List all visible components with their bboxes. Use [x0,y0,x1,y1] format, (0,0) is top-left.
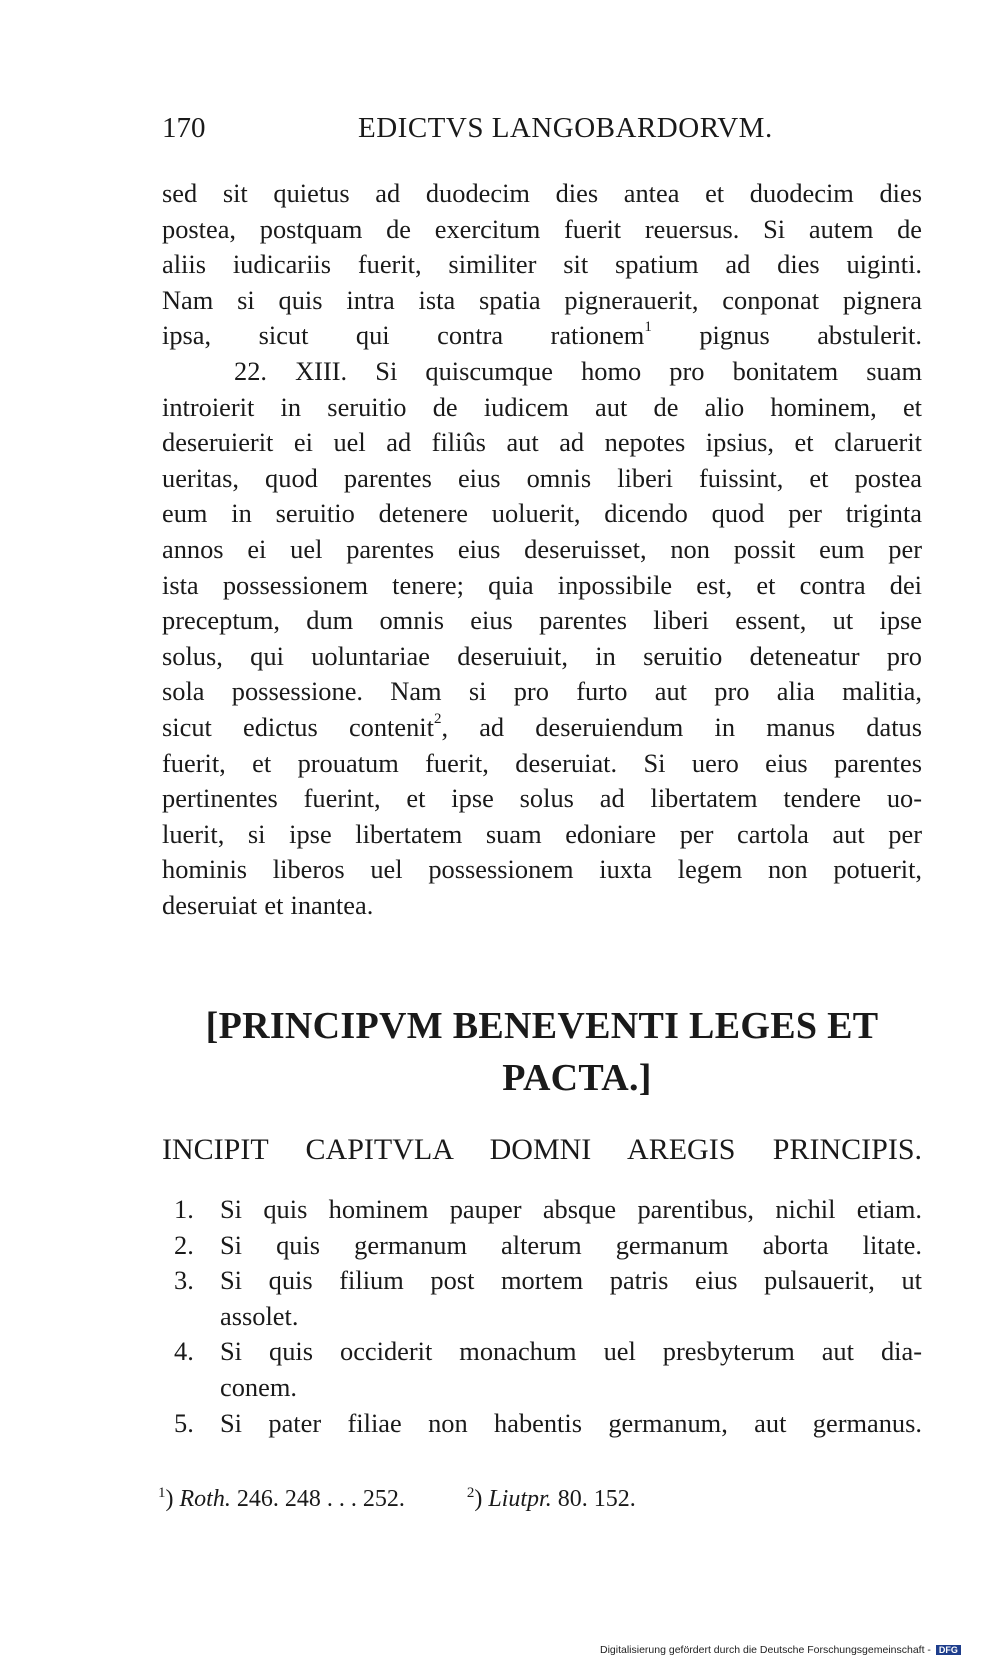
footnote-mark: 1 [158,1485,166,1501]
footnote-mark: 2 [466,1485,475,1501]
paragraph-start-line: 22. XIII. Si quiscumque homo pro bonitatem suam [234,355,922,386]
item-number: 5. [174,1407,194,1438]
list-item [162,1263,922,1334]
list-item [162,1228,922,1264]
text-line: eum in seruitio detenere uoluerit, dicendo quod per triginta [162,498,922,529]
footnote: $^2$) Liutpr. 80. 152. [466,1485,636,1512]
item-text: Si quis germanum alterum germanum aborta litate. [220,1229,922,1260]
footnotes [158,1484,918,1514]
page-number: 170 [162,112,206,144]
scan-credit [600,1644,961,1656]
footnote-marker: 2 [433,710,442,727]
chapter-title: INCIPIT CAPITVLA DOMNI AREGIS PRINCIPIS. [162,1133,922,1166]
text-line: Nam si quis intra ista spatia pignerauerit, conponat pignera [162,284,922,315]
text-line: sola possessione. Nam si pro furto aut pro alia malitia, [162,676,922,707]
running-head [162,112,922,152]
text-line: sed sit quietus ad duodecim dies antea et duodecim dies [162,178,922,208]
item-number: 2. [174,1229,194,1260]
section-title-line: [PRINCIPVM BENEVENTI LEGES ET [205,1005,879,1047]
text-line: hominis liberos uel possessionem iuxta legem non potuerit, [162,854,922,885]
item-text-continued: conem. [220,1371,297,1402]
item-text: Si quis filium post mortem patris eius pulsauerit, ut [220,1265,922,1296]
dfg-logo: DFG [936,1645,961,1655]
item-text: Si quis hominem pauper absque parentibus, nichil etiam. [220,1194,922,1224]
list-item [162,1334,922,1405]
item-text-continued: assolet. [220,1300,299,1331]
text-line: solus, qui uoluntariae deseruiuit, in seruitio deteneatur pro [162,640,922,671]
footnote-source: Roth. [179,1486,231,1512]
section-title-line: PACTA.] [502,1057,652,1099]
list-item [162,1406,922,1442]
footnote: $^1$) Roth. 246. 248 . . . 252. [158,1485,405,1512]
item-text: Si quis occiderit monachum uel presbyterum aut dia- [220,1336,922,1367]
item-text: Si pater filiae non habentis germanum, aut germanus. [220,1407,922,1438]
item-number: 1. [174,1194,194,1224]
item-number: 4. [174,1336,194,1367]
text-line: introierit in seruitio de iudicem aut de alio hominem, et [162,391,922,422]
text-line: pertinentes fuerint, et ipse solus ad libertatem tendere uo- [162,783,922,814]
footnote-ref: 80. 152. [551,1486,636,1512]
running-title: EDICTVS LANGOBARDORVM. [358,112,773,144]
text-line: fuerit, et prouatum fuerit, deseruiat. Si uero eius parentes [162,747,922,778]
chapter-list [162,1192,922,1441]
text-line: deseruierit ei uel ad filiûs aut ad nepotes ipsius, et claruerit [162,427,922,458]
footnote-source: Liutpr. [488,1486,552,1512]
text-line: ista possessionem tenere; quia inpossibile est, et contra dei [162,569,922,600]
text-line: aliis iudicariis fuerit, similiter sit spatium ad dies uiginti. [162,249,922,280]
footnote-ref: 246. 248 . . . 252. [230,1486,405,1512]
text-line: postea, postquam de exercitum fuerit reuersus. Si autem de [162,213,922,244]
item-number: 3. [174,1265,194,1296]
text-line: luerit, si ipse libertatem suam edoniare per cartola aut per [162,818,922,849]
credit-text: Digitalisierung gefördert durch die Deutsche Forschungsgemeinschaft - [600,1644,934,1656]
list-item [162,1192,922,1228]
body-text [162,176,922,923]
text-line: annos ei uel parentes eius deseruisset, non possit eum per [162,533,922,564]
section-title [162,1000,922,1104]
text-line: ipsa, sicut qui contra rationem$^1$ pignus abstulerit. [162,319,922,351]
text-line: preceptum, dum omnis eius parentes liberi essent, ut ipse [162,605,922,636]
text-line: deseruiat et inantea. [162,889,374,920]
text-line: ueritas, quod parentes eius omnis liberi fuissint, et postea [162,462,922,493]
text-line: sicut edictus contenit$^2$, ad deseruiendum in manus datus [162,710,922,742]
footnote-marker: 1 [644,319,652,336]
